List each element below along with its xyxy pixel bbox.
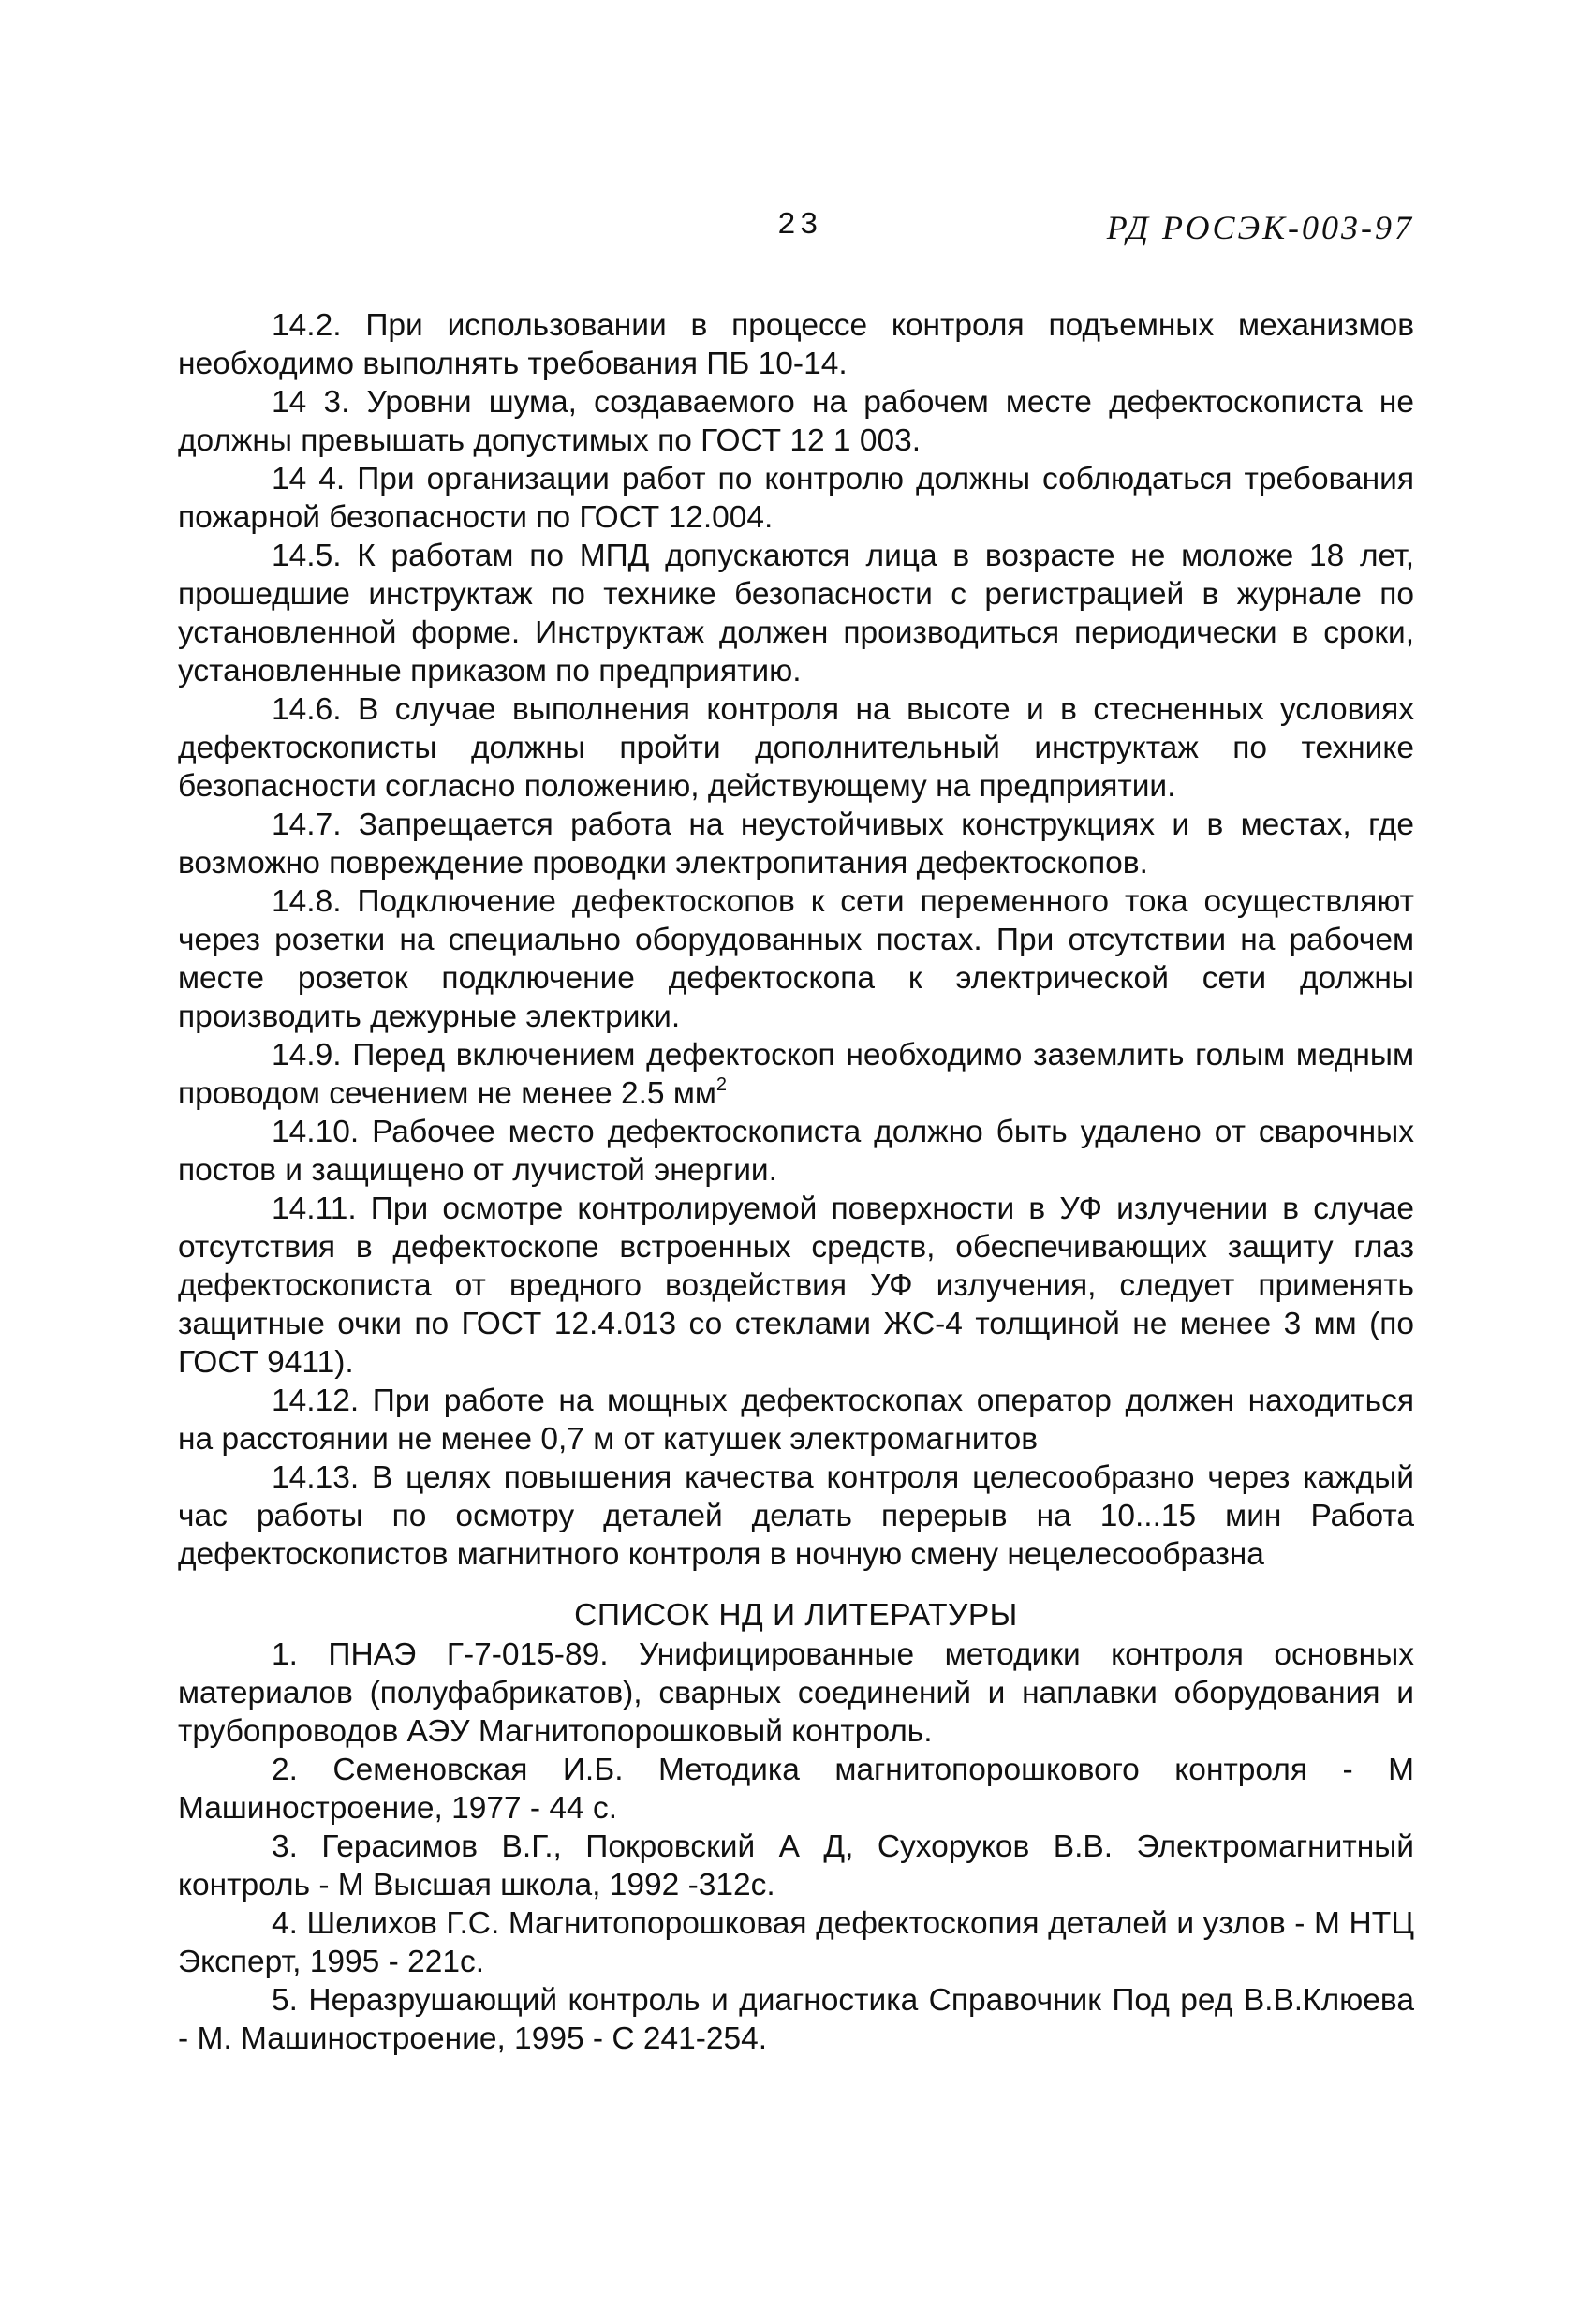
square-superscript: 2 — [715, 1074, 728, 1095]
paragraph-14-2: 14.2. При использовании в процессе контроля подъемных механизмов необходимо выполнять требования ПБ 10-14. — [178, 308, 1414, 381]
paragraph-14-6: 14.6. В случае выполнения контроля на высоте и в стесненных условиях дефектоскописты должны пройти дополнительный инструктаж по технике безопасности согласно положению, действующему на предприятии. — [178, 692, 1414, 804]
references-title: СПИСОК НД И ЛИТЕРАТУРЫ — [574, 1598, 1018, 1633]
paragraph-14-8: 14.8. Подключение дефектоскопов к сети переменного тока осуществляют через розетки на специально оборудованных постах. При отсутствии на рабочем месте розеток подключение дефектоскопа к электрической сети должны производить дежурные электрики. — [178, 884, 1414, 1034]
reference-item: 4. Шелихов Г.С. Магнитопорошковая дефектоскопия деталей и узлов - М НТЦ Эксперт, 1995 - 221с. — [178, 1906, 1414, 1979]
paragraph-14-13: 14.13. В целях повышения качества контроля целесообразно через каждый час работы по осмотру деталей делать перерыв на 10...15 мин Работа дефектоскопистов магнитного контроля в ночную смену нецелесообразна — [178, 1460, 1414, 1572]
reference-item: 3. Герасимов В.Г., Покровский А Д, Сухоруков В.В. Электромагнитный контроль - М Высшая школа, 1992 -312с. — [178, 1829, 1414, 1902]
document-body — [178, 306, 1414, 2058]
paragraph-14-5: 14.5. К работам по МПД допускаются лица в возрасте не моложе 18 лет, прошедшие инструктаж по технике безопасности с регистрацией в журнале по установленной форме. Инструктаж должен производиться периодически в сроки, установленные приказом по предприятию. — [178, 539, 1414, 688]
reference-item: 5. Неразрушающий контроль и диагностика Справочник Под ред В.В.Клюева - М. Машиностроение, 1995 - С 241-254. — [178, 1983, 1414, 2056]
page-header — [178, 208, 1414, 255]
paragraph-14-10: 14.10. Рабочее место дефектоскописта должно быть удалено от сварочных постов и защищено от лучистой энергии. — [178, 1115, 1414, 1188]
paragraph-14-7: 14.7. Запрещается работа на неустойчивых конструкциях и в местах, где возможно повреждение проводки электропитания дефектоскопов. — [178, 807, 1414, 881]
reference-item: 1. ПНАЭ Г-7-015-89. Унифицированные методики контроля основных материалов (полуфабрикатов), сварных соединений и наплавки оборудования и трубопроводов АЭУ Магнитопорошковый контроль. — [178, 1637, 1414, 1749]
page-number: 23 — [777, 208, 822, 243]
paragraph-14-12: 14.12. При работе на мощных дефектоскопах оператор должен находиться на расстоянии не менее 0,7 м от катушек электромагнитов — [178, 1384, 1414, 1457]
document-code: РД РОСЭК-003-97 — [1106, 209, 1414, 246]
paragraph-14-9-text: 14.9. Перед включением дефектоскоп необходимо заземлить голым медным проводом сечением не менее 2.5 мм — [178, 1038, 1414, 1111]
paragraph-14-11: 14.11. При осмотре контролируемой поверхности в УФ излучении в случае отсутствия в дефектоскопе встроенных средств, обеспечивающих защиту глаз дефектоскописта от вредного воздействия УФ излучения, следует применять защитные очки по ГОСТ 12.4.013 со стеклами ЖС-4 толщиной не менее 3 мм (по ГОСТ 9411). — [178, 1192, 1414, 1380]
paragraph-14-4: 14 4. При организации работ по контролю должны соблюдаться требования пожарной безопасности по ГОСТ 12.004. — [178, 462, 1414, 535]
paragraph-14-9 — [178, 1036, 1414, 1113]
reference-item: 2. Семеновская И.Б. Методика магнитопорошкового контроля - М Машиностроение, 1977 - 44 с. — [178, 1753, 1414, 1826]
paragraph-14-3: 14 3. Уровни шума, создаваемого на рабочем месте дефектоскописта не должны превышать допустимых по ГОСТ 12 1 003. — [178, 385, 1414, 458]
